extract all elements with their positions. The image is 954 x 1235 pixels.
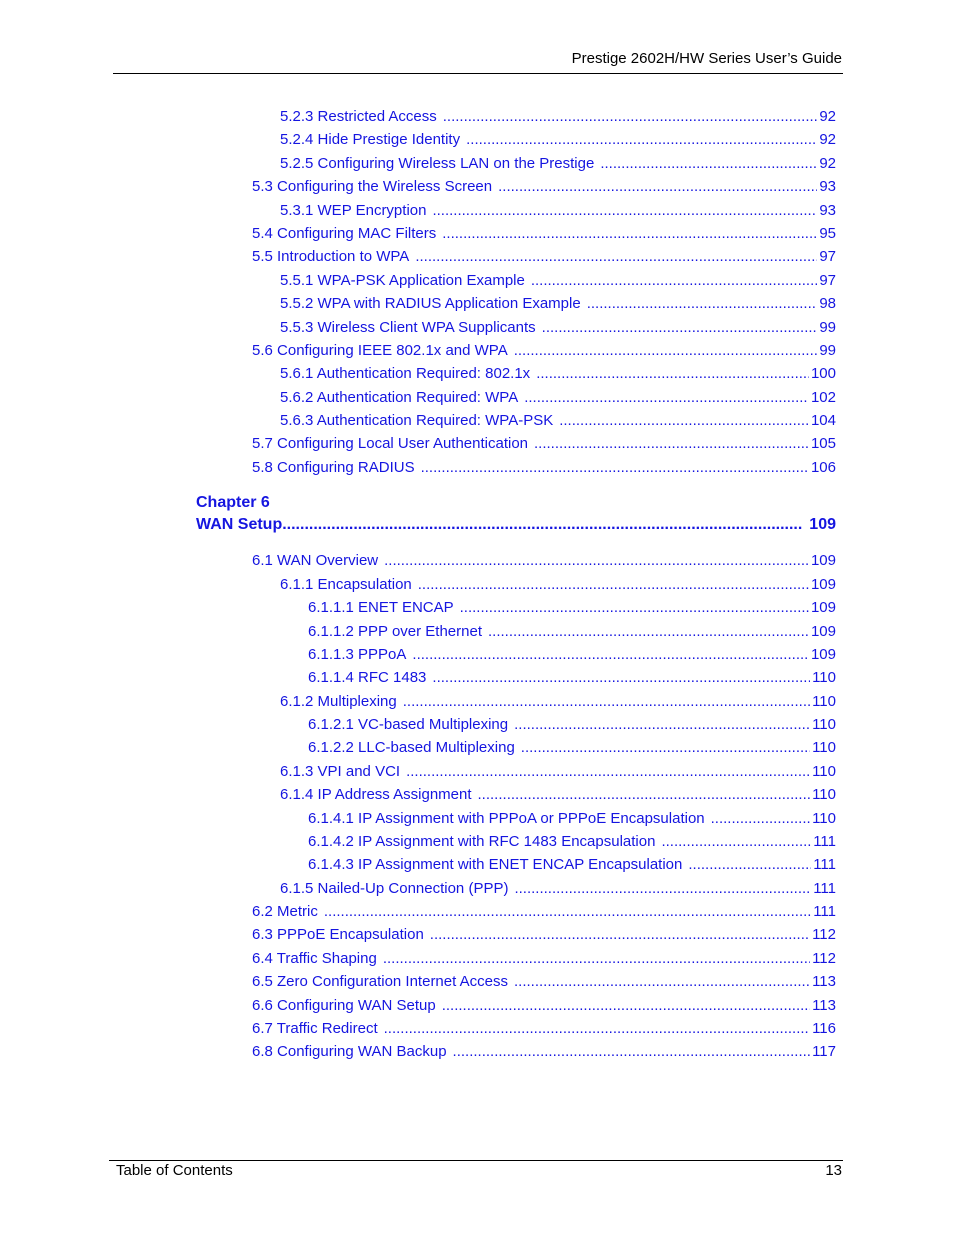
toc-entry[interactable]: 6.6 Configuring WAN Setup ..... 113: [252, 995, 836, 1015]
toc-entry[interactable]: 6.1.1.2 PPP over Ethernet ..... 109: [308, 621, 836, 641]
toc-entry[interactable]: 5.5 Introduction to WPA ..... 97: [252, 246, 836, 266]
toc-entry[interactable]: 5.2.5 Configuring Wireless LAN on the Prestige ..... 92: [280, 153, 836, 173]
toc-entry[interactable]: 6.1.4.3 IP Assignment with ENET ENCAP Encapsulation ..... 111: [308, 854, 836, 874]
toc-entry[interactable]: 6.1.2.2 LLC-based Multiplexing ..... 110: [308, 737, 836, 757]
toc-entry[interactable]: 5.6.3 Authentication Required: WPA-PSK ..... 104: [280, 410, 836, 430]
toc-entry[interactable]: 6.1.3 VPI and VCI ..... 110: [280, 761, 836, 781]
chapter-title-entry[interactable]: WAN Setup ..... 109: [196, 513, 836, 535]
toc-entry[interactable]: 5.2.4 Hide Prestige Identity ..... 92: [280, 129, 836, 149]
toc-entry[interactable]: 6.3 PPPoE Encapsulation ..... 112: [252, 924, 836, 944]
toc-entry[interactable]: 6.4 Traffic Shaping ..... 112: [252, 948, 836, 968]
toc-entry[interactable]: 5.6.2 Authentication Required: WPA ..... 102: [280, 387, 836, 407]
toc-entry[interactable]: 5.3 Configuring the Wireless Screen ..... 93: [252, 176, 836, 196]
toc-entry[interactable]: 6.1.2.1 VC-based Multiplexing ..... 110: [308, 714, 836, 734]
toc-entry[interactable]: 6.1.1.1 ENET ENCAP ..... 109: [308, 597, 836, 617]
chapter-label[interactable]: Chapter 6: [196, 494, 270, 511]
toc-entry[interactable]: 6.1.4 IP Address Assignment ..... 110: [280, 784, 836, 804]
toc-entry[interactable]: 6.1.2 Multiplexing ..... 110: [280, 691, 836, 711]
toc-entry[interactable]: 5.6 Configuring IEEE 802.1x and WPA ..... 99: [252, 340, 836, 360]
toc-entry[interactable]: 5.3.1 WEP Encryption ..... 93: [280, 200, 836, 220]
toc-entry[interactable]: 5.8 Configuring RADIUS ..... 106: [252, 457, 836, 477]
toc-entry[interactable]: 6.1.4.2 IP Assignment with RFC 1483 Encapsulation ..... 111: [308, 831, 836, 851]
guide-title: Prestige 2602H/HW Series User’s Guide: [571, 50, 842, 67]
toc-entry[interactable]: 6.1.1.3 PPPoA ..... 109: [308, 644, 836, 664]
toc-entry[interactable]: 5.2.3 Restricted Access ..... 92: [280, 106, 836, 126]
toc-entry[interactable]: 5.5.1 WPA-PSK Application Example ..... 97: [280, 270, 836, 290]
page-number: 13: [825, 1162, 842, 1179]
toc-entry[interactable]: 5.7 Configuring Local User Authentication ..... 105: [252, 433, 836, 453]
toc-entry[interactable]: 6.7 Traffic Redirect ..... 116: [252, 1018, 836, 1038]
toc-entry[interactable]: 6.2 Metric ..... 111: [252, 901, 836, 921]
toc-entry[interactable]: 6.1.1.4 RFC 1483 ..... 110: [308, 667, 836, 687]
toc-entry[interactable]: 6.8 Configuring WAN Backup ..... 117: [252, 1041, 836, 1061]
toc-entry[interactable]: 5.4 Configuring MAC Filters ..... 95: [252, 223, 836, 243]
toc-entry[interactable]: 6.1.4.1 IP Assignment with PPPoA or PPPoE Encapsulation ..... 110: [308, 808, 836, 828]
toc-entry[interactable]: 6.1.5 Nailed-Up Connection (PPP) ..... 111: [280, 878, 836, 898]
toc-entry[interactable]: 6.1 WAN Overview ..... 109: [252, 550, 836, 570]
toc-entry[interactable]: 5.5.3 Wireless Client WPA Supplicants ..... 99: [280, 317, 836, 337]
toc-entry[interactable]: 5.5.2 WPA with RADIUS Application Example ..... 98: [280, 293, 836, 313]
toc-entry[interactable]: 5.6.1 Authentication Required: 802.1x ..... 100: [280, 363, 836, 383]
footer-section-title: Table of Contents: [116, 1162, 233, 1179]
toc-entry[interactable]: 6.5 Zero Configuration Internet Access ..... 113: [252, 971, 836, 991]
toc-entry[interactable]: 6.1.1 Encapsulation ..... 109: [280, 574, 836, 594]
footer-divider: [109, 1160, 843, 1161]
